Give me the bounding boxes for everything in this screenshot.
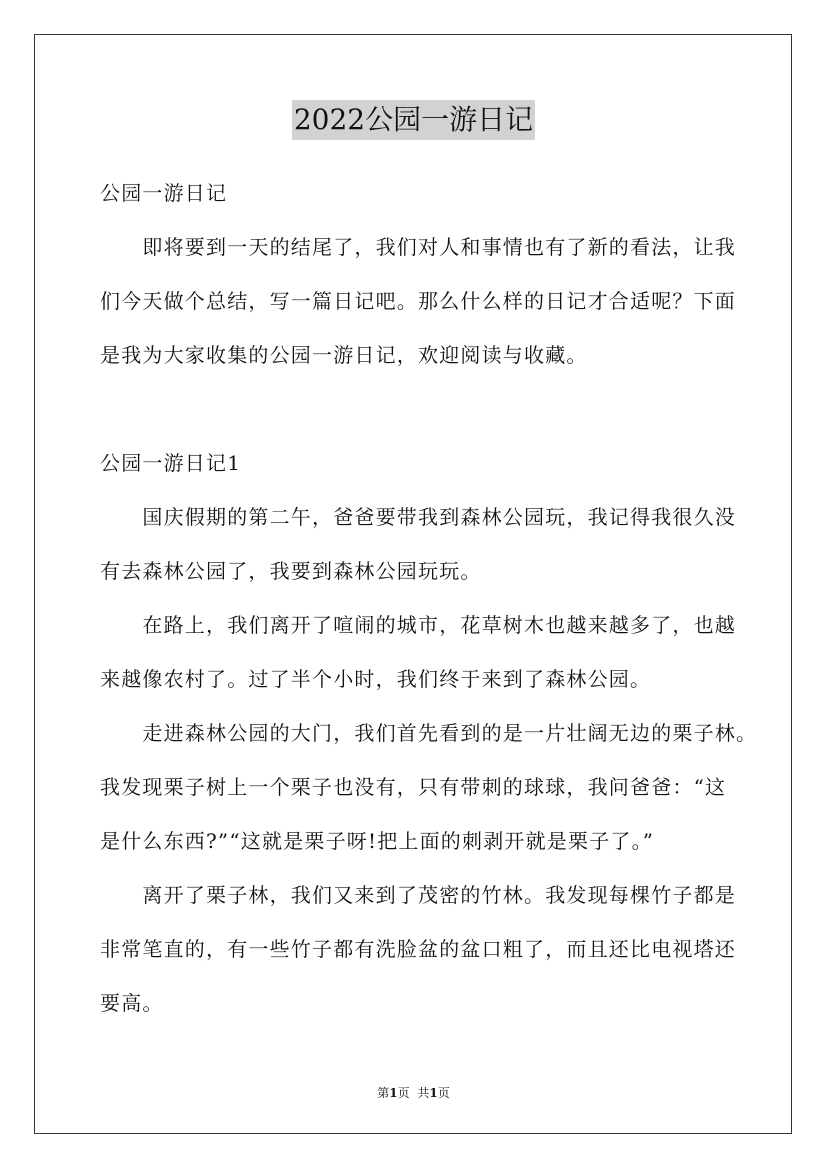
paragraph-line: 有去森林公园了，我要到森林公园玩玩。: [100, 559, 482, 583]
document-title: 2022公园一游日记: [292, 100, 535, 140]
paragraph-line: 离开了栗子林，我们又来到了茂密的竹林。我发现每棵竹子都是: [100, 883, 736, 907]
paragraph-line: 国庆假期的第二午，爸爸要带我到森林公园玩，我记得我很久没: [100, 505, 736, 529]
paragraph-line: 是什么东西?”“这就是栗子呀!把上面的刺剥开就是栗子了。”: [100, 829, 655, 853]
page-unit: 页: [397, 1086, 410, 1100]
page-footer: [0, 1084, 827, 1101]
page-number: 1: [389, 1086, 398, 1100]
paragraph-line: 们今天做个总结，写一篇日记吧。那么什么样的日记才合适呢？下面: [100, 289, 736, 313]
heading-line: 公园一游日记: [100, 181, 228, 205]
paragraph-line: 要高。: [100, 991, 164, 1015]
paragraph-line: 走进森林公园的大门，我们首先看到的是一片壮阔无边的栗子林。: [100, 721, 758, 745]
paragraph-line: 我发现栗子树上一个栗子也没有，只有带刺的球球，我问爸爸：“这: [100, 775, 727, 799]
total-prefix: 共: [417, 1086, 430, 1100]
paragraph-line: 是我为大家收集的公园一游日记，欢迎阅读与收藏。: [100, 343, 588, 367]
total-pages: 1: [429, 1086, 438, 1100]
title-container: [0, 100, 827, 140]
paragraph-line: 非常笔直的，有一些竹子都有洗脸盆的盆口粗了，而且还比电视塔还: [100, 937, 736, 961]
paragraph-line: 来越像农村了。过了半个小时，我们终于来到了森林公园。: [100, 667, 652, 691]
paragraph-line: 在路上，我们离开了喧闹的城市，花草树木也越来越多了，也越: [100, 613, 736, 637]
paragraph-line: 即将要到一天的结尾了，我们对人和事情也有了新的看法，让我: [100, 235, 736, 259]
heading-line: 公园一游日记1: [100, 451, 242, 475]
total-unit: 页: [437, 1086, 450, 1100]
page-prefix: 第: [377, 1086, 390, 1100]
